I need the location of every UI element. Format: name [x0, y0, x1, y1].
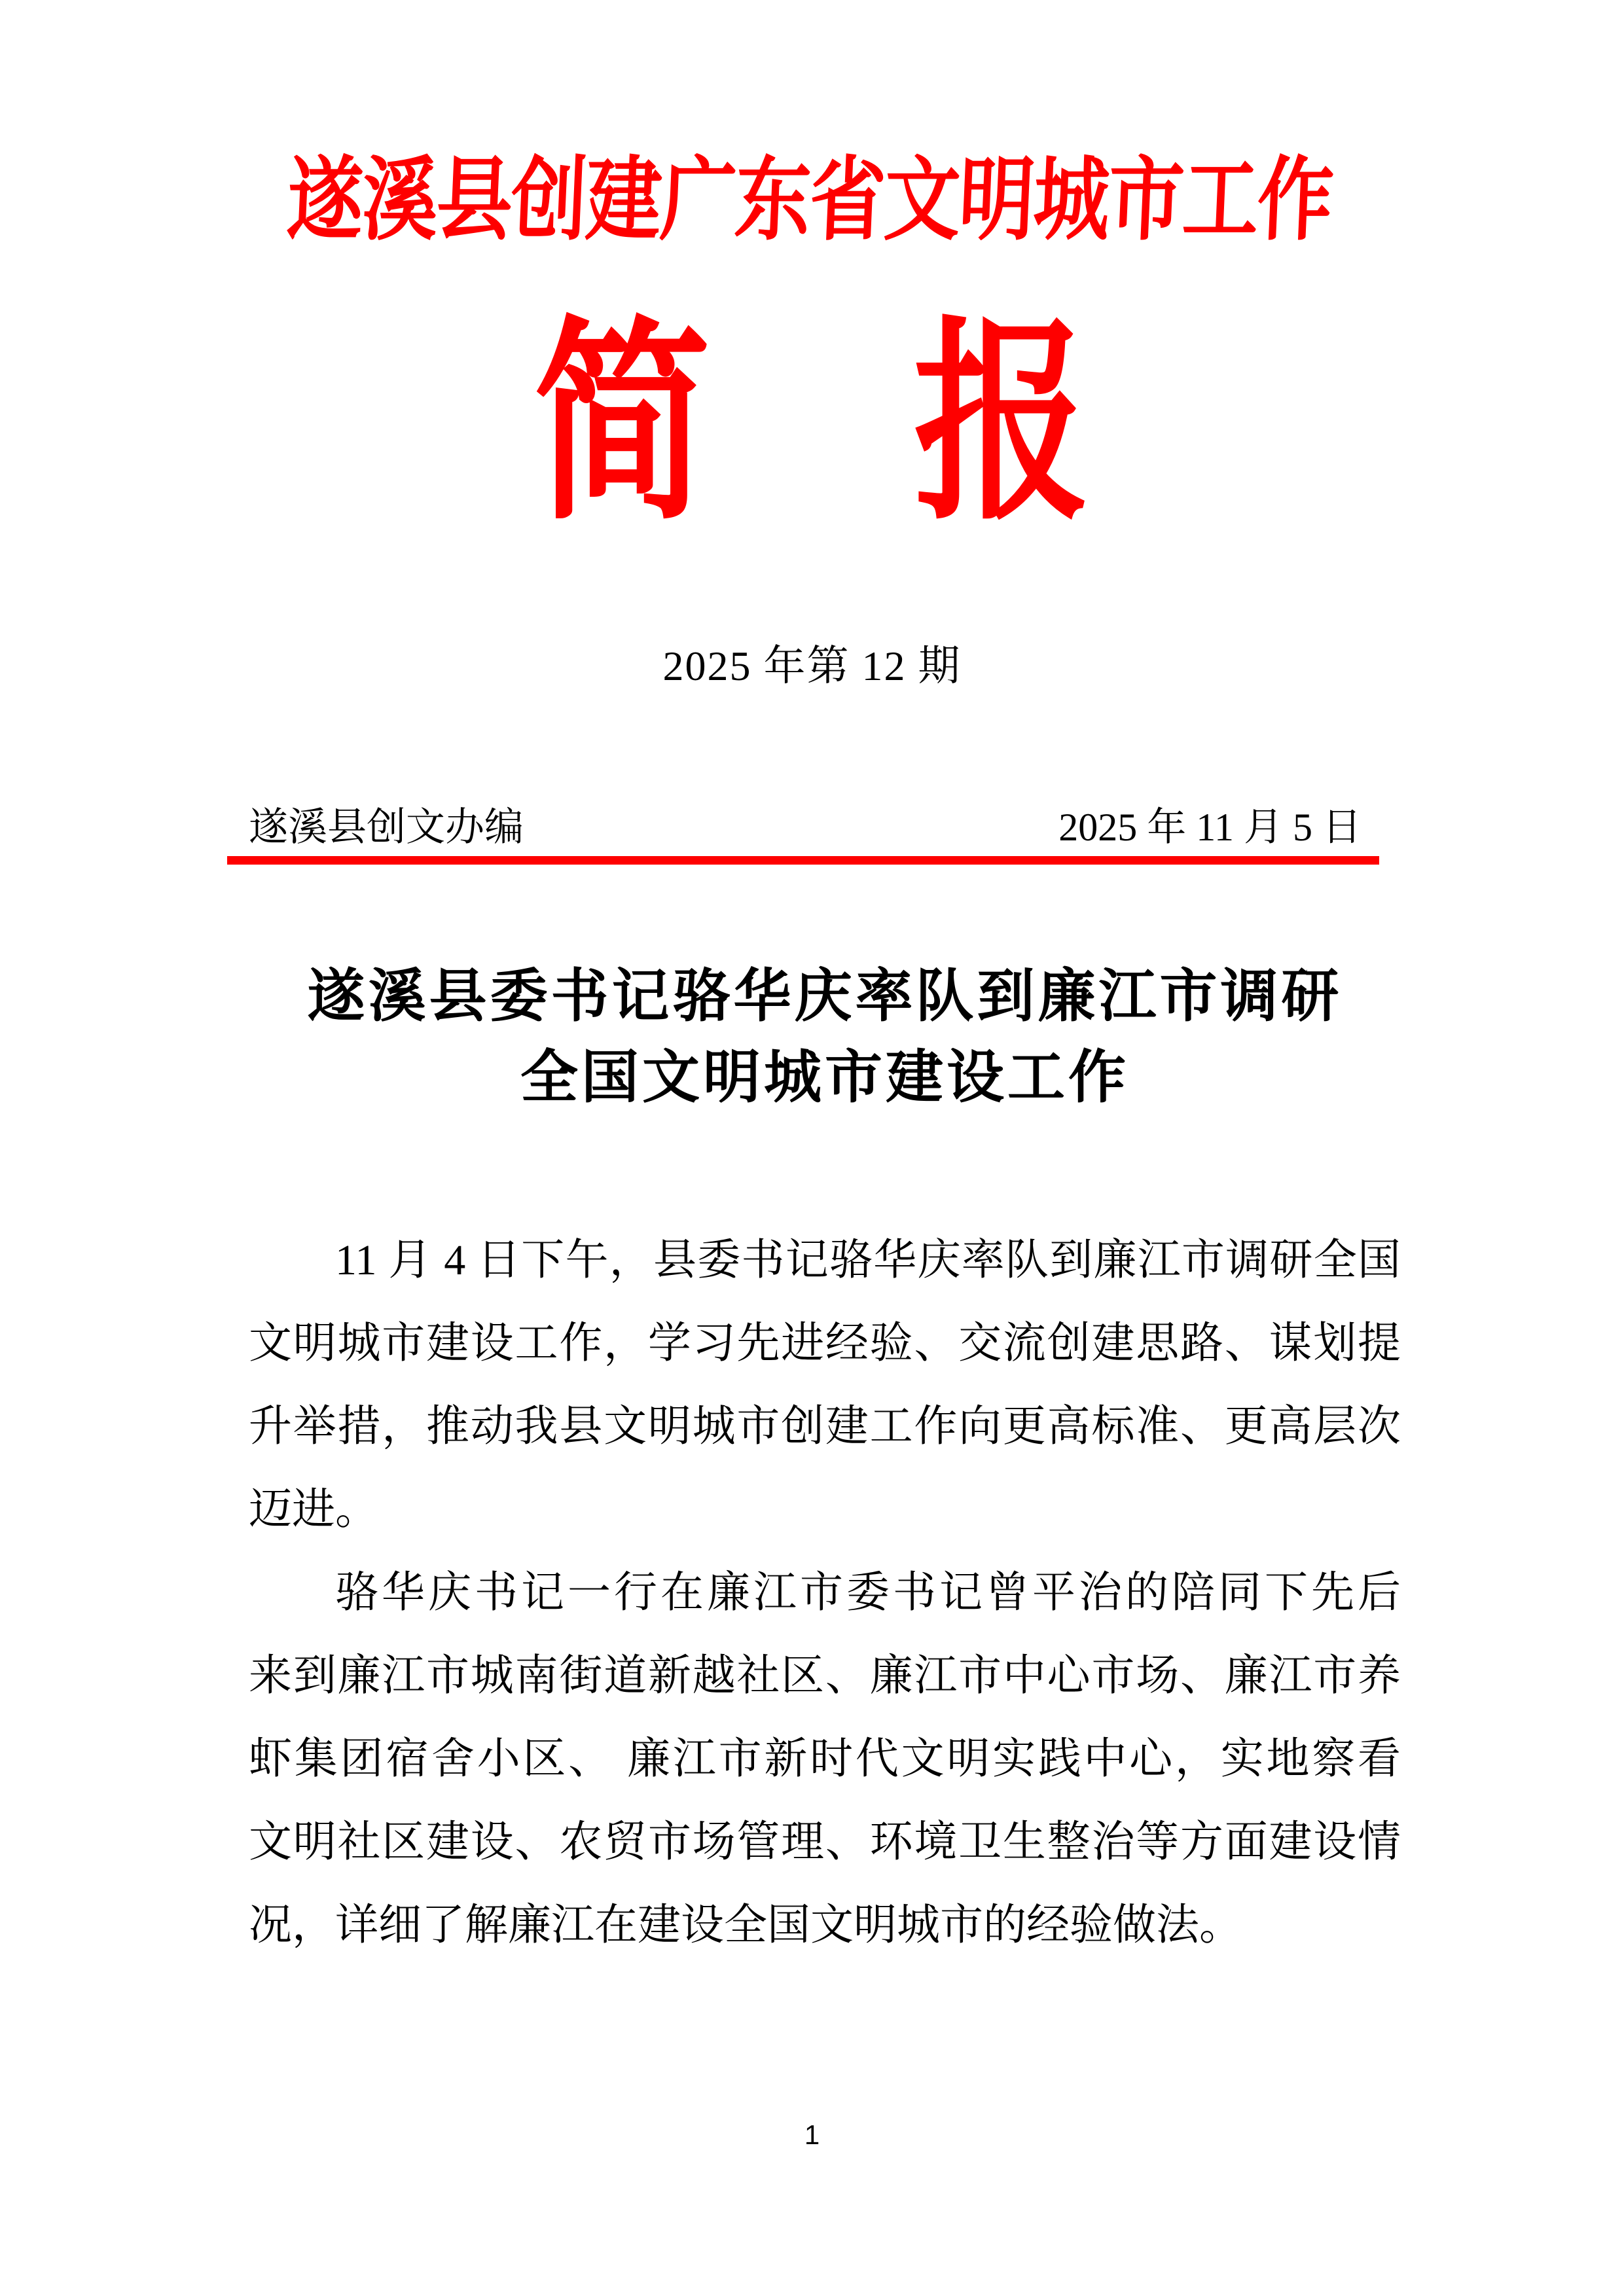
- article-title: [249, 957, 1401, 1119]
- paragraph-2-line-5: 况，详细了解廉江在建设全国文明城市的经验做法。: [249, 1901, 1242, 1949]
- issue-number: 2025 年第 12 期: [662, 643, 962, 689]
- paragraph-2-line-3: 虾集团宿舍小区、 廉江市新时代文明实践中心，实地察看: [249, 1735, 1401, 1783]
- paragraph-1-line-2: 文明城市建设工作，学习先进经验、交流创建思路、谋划提: [249, 1319, 1401, 1367]
- publish-date: 2025 年 11 月 5 日: [1058, 806, 1362, 849]
- paragraph-1-line-3: 升举措，推动我县文明城市创建工作向更高标准、更高层次: [249, 1403, 1401, 1450]
- editor-name: 遂溪县创文办编: [249, 806, 524, 849]
- paragraph-1-line-4: 迈进。: [249, 1486, 378, 1534]
- article-body: [249, 1219, 1401, 1967]
- masthead-char-bao: 报: [913, 306, 1091, 546]
- byline-row: [249, 804, 1401, 851]
- article-title-line-1: 遂溪县委书记骆华庆率队到廉江市调研: [307, 965, 1343, 1029]
- paragraph-2-line-1: 骆华庆书记一行在廉江市委书记曾平治的陪同下先后: [335, 1569, 1401, 1617]
- masthead-char-jian: 简: [533, 306, 711, 546]
- page-number: 1: [804, 2119, 820, 2150]
- red-divider-rule: [227, 856, 1379, 865]
- organization-title: 遂溪县创建广东省文明城市工作: [285, 151, 1335, 252]
- article-title-line-2: 全国文明城市建设工作: [520, 1047, 1129, 1110]
- paragraph-2-line-2: 来到廉江市城南街道新越社区、廉江市中心市场、廉江市养: [249, 1652, 1401, 1700]
- paragraph-1-line-1: 11 月 4 日下午，县委书记骆华庆率队到廉江市调研全国: [335, 1236, 1401, 1284]
- paragraph-2-line-4: 文明社区建设、农贸市场管理、环境卫生整治等方面建设情: [249, 1818, 1401, 1866]
- masthead: [0, 295, 1624, 558]
